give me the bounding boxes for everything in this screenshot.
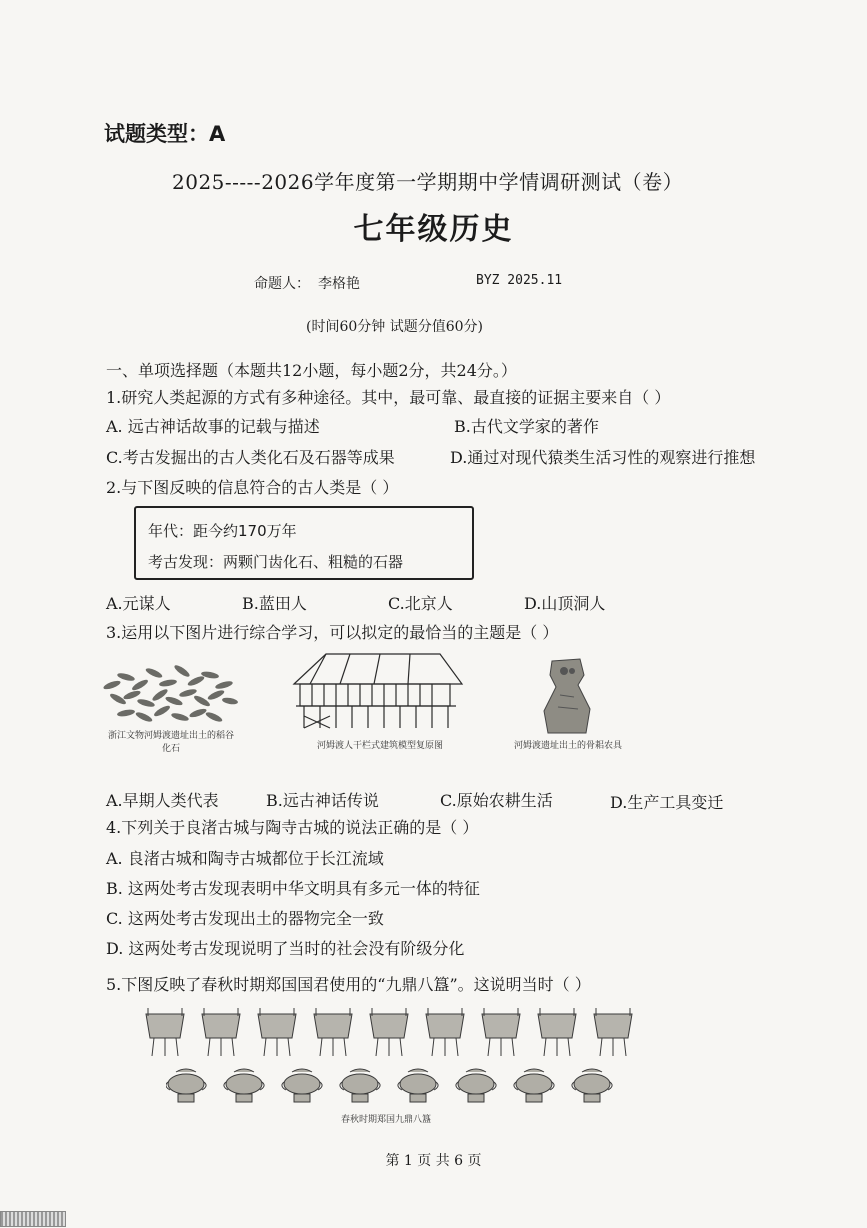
question-4-option-b: B. 这两处考古发现表明中华文明具有多元一体的特征 (106, 879, 480, 898)
question-4-option-c: C. 这两处考古发现出土的器物完全一致 (106, 909, 384, 928)
author-label: 命题人： (254, 276, 310, 292)
question-3-option-a: A.早期人类代表 (106, 791, 219, 810)
rice-fossil-image (100, 655, 240, 727)
question-2-option-d: D.山顶洞人 (524, 594, 606, 613)
exam-title: 2025-----2026学年度第一学期期中学情调研测试（卷） (172, 170, 684, 194)
question-2-stem: 2.与下图反映的信息符合的古人类是（ ） (106, 478, 399, 497)
nine-ding-caption: 春秋时期郑国九鼎八簋 (340, 1115, 431, 1125)
question-2-option-b: B.蓝田人 (242, 594, 307, 613)
exam-type-label: 试题类型：A (104, 122, 226, 146)
question-3-option-d: D.生产工具变迁 (610, 793, 724, 812)
question-1-stem: 1.研究人类起源的方式有多种途径。其中，最可靠、最直接的证据主要来自（ ） (106, 388, 671, 407)
question-4-option-a: A. 良渚古城和陶寺古城都位于长江流域 (106, 849, 384, 868)
section-title: 一、单项选择题（本题共12小题，每小题2分，共24分。） (106, 361, 517, 380)
stilt-house-image (290, 650, 466, 732)
question-2-option-a: A.元谋人 (106, 594, 171, 613)
question-5-stem: 5.下图反映了春秋时期郑国国君使用的“九鼎八簋”。这说明当时（ ） (106, 975, 591, 994)
question-3-option-c: C.原始农耕生活 (440, 791, 553, 810)
nine-ding-vessels-image (140, 1004, 650, 1060)
info-box-era: 年代：距今约170万年 (148, 522, 297, 540)
bone-tool-caption: 河姆渡遗址出土的骨耜农具 (513, 741, 622, 751)
bone-tool-image (530, 655, 610, 737)
question-4-stem: 4.下列关于良渚古城与陶寺古城的说法正确的是（ ） (106, 818, 479, 837)
author-name: 李格艳 (318, 276, 360, 292)
question-1-option-a: A. 远古神话故事的记载与描述 (106, 417, 320, 436)
scan-edge-mark (0, 1211, 66, 1227)
rice-fossil-caption: 浙江文物河姆渡遗址出土的稻谷化石 (108, 731, 235, 754)
question-1-option-b: B.古代文学家的著作 (454, 417, 599, 436)
exam-code-date: BYZ 2025.11 (476, 273, 563, 288)
question-2-info-box (134, 506, 474, 580)
stilt-house-caption: 河姆渡人干栏式建筑模型复原图 (316, 741, 443, 751)
question-3-stem: 3.运用以下图片进行综合学习，可以拟定的最恰当的主题是（ ） (106, 623, 559, 642)
question-1-option-c: C.考古发掘出的古人类化石及石器等成果 (106, 448, 395, 467)
info-box-discovery: 考古发现：两颗门齿化石、粗糙的石器 (148, 553, 404, 571)
question-3-option-b: B.远古神话传说 (266, 791, 379, 810)
time-info: (时间60分钟 试题分值60分) (306, 319, 484, 335)
eight-gui-vessels-image (166, 1066, 626, 1106)
subject-title: 七年级历史 (353, 212, 514, 247)
question-2-option-c: C.北京人 (388, 594, 453, 613)
question-4-option-d: D. 这两处考古发现说明了当时的社会没有阶级分化 (106, 939, 465, 958)
page-number: 第 1 页 共 6 页 (385, 1153, 482, 1169)
question-1-option-d: D.通过对现代猿类生活习性的观察进行推想 (450, 448, 756, 467)
